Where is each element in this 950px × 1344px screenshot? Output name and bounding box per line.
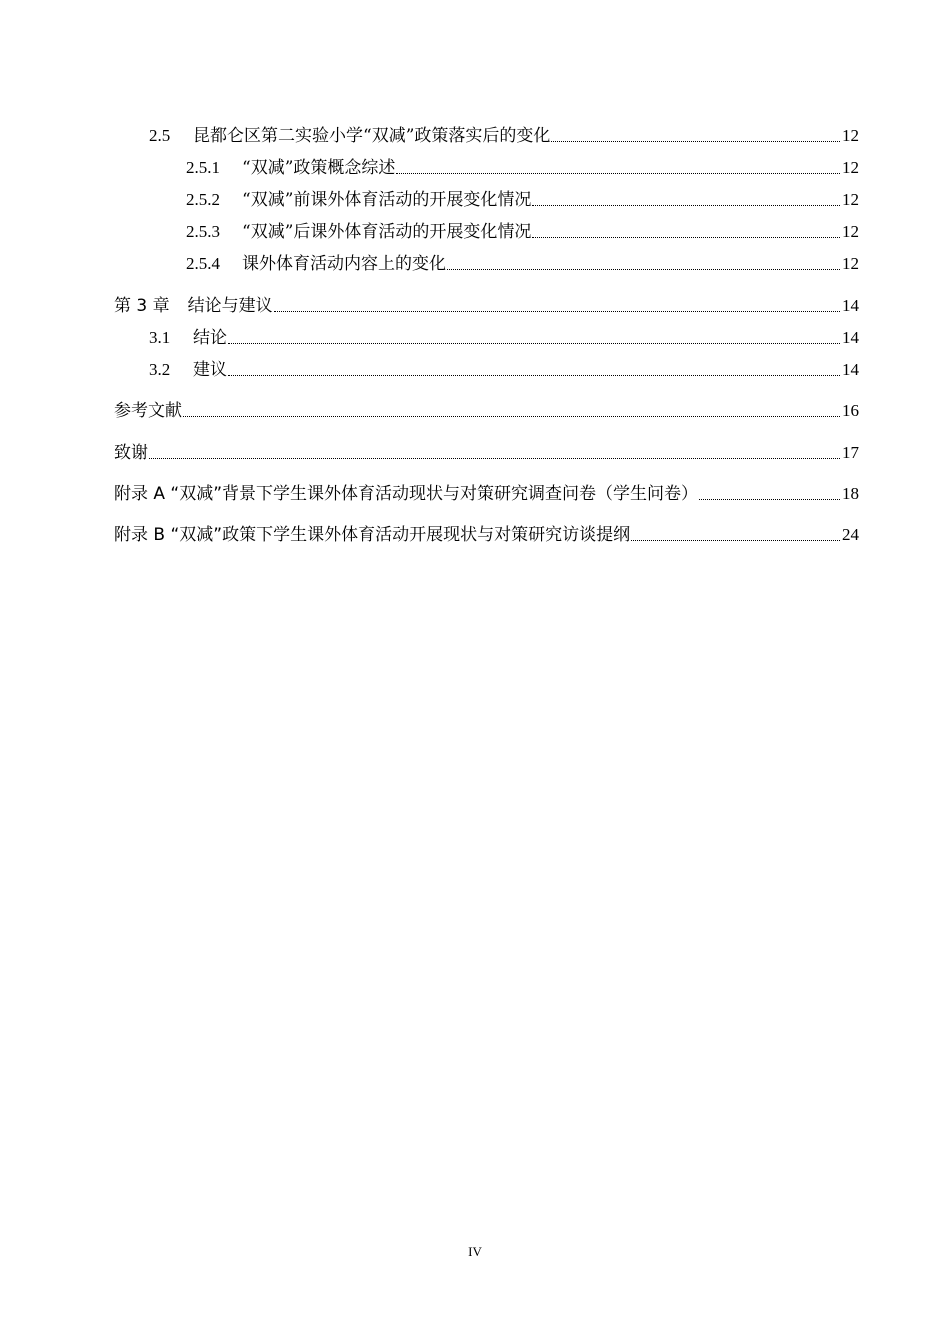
dot-leader xyxy=(396,173,840,174)
toc-entry-2-5[interactable] xyxy=(149,121,859,146)
dot-leader xyxy=(183,416,840,417)
page-number: IV xyxy=(468,1244,482,1259)
toc-entry-2-5-3[interactable] xyxy=(186,217,859,242)
toc-entry-page: 14 xyxy=(842,360,859,379)
dot-leader xyxy=(228,343,840,344)
toc-entry-page: 24 xyxy=(842,525,859,544)
toc-entry-2-5-4[interactable] xyxy=(186,249,859,274)
toc-entry-title: 附录 A “双减”背景下学生课外体育活动现状与对策研究调查问卷（学生问卷） xyxy=(114,484,699,504)
toc-entry-title: 建议 xyxy=(193,360,227,380)
toc-entry-page: 17 xyxy=(842,443,859,462)
toc-entry-title: 附录 B “双减”政策下学生课外体育活动开展现状与对策研究访谈提纲 xyxy=(114,525,631,545)
toc-entry-page: 12 xyxy=(842,254,859,273)
toc-entry-title: 参考文献 xyxy=(114,401,182,421)
toc-entry-2-5-1[interactable] xyxy=(186,153,859,178)
toc-entry-page: 14 xyxy=(842,296,859,315)
toc-entry-page: 12 xyxy=(842,190,859,209)
dot-leader xyxy=(447,269,840,270)
toc-entry-appendix-b[interactable] xyxy=(114,520,859,545)
toc-entry-3-2[interactable] xyxy=(149,355,859,380)
toc-entry-title: 昆都仑区第二实验小学“双减”政策落实后的变化 xyxy=(193,126,551,146)
dot-leader xyxy=(551,141,840,142)
toc-entry-number: 2.5.2 xyxy=(186,190,220,209)
toc-entry-2-5-2[interactable] xyxy=(186,185,859,210)
toc-entry-number: 2.5.3 xyxy=(186,222,220,241)
toc-entry-acknowledgements[interactable] xyxy=(114,438,859,463)
toc-entry-3-1[interactable] xyxy=(149,323,859,348)
dot-leader xyxy=(532,237,840,238)
toc-entry-number: 2.5 xyxy=(149,126,171,145)
toc-entry-title: 结论 xyxy=(193,328,227,348)
toc-entry-number: 第 3 章 xyxy=(114,296,170,316)
toc-entry-page: 12 xyxy=(842,222,859,241)
dot-leader xyxy=(631,540,840,541)
toc-entry-number: 3.1 xyxy=(149,328,171,347)
toc-entry-number: 3.2 xyxy=(149,360,171,379)
toc-entry-title: 致谢 xyxy=(114,443,148,463)
dot-leader xyxy=(699,499,840,500)
toc-entry-title: 课外体育活动内容上的变化 xyxy=(242,254,446,274)
dot-leader xyxy=(228,375,840,376)
toc-entry-page: 12 xyxy=(842,126,859,145)
toc-entry-title: “双减”后课外体育活动的开展变化情况 xyxy=(242,222,532,242)
toc-entry-page: 12 xyxy=(842,158,859,177)
toc-entry-page: 18 xyxy=(842,484,859,503)
toc-entry-title: “双减”前课外体育活动的开展变化情况 xyxy=(242,190,532,210)
toc-entry-appendix-a[interactable] xyxy=(114,479,859,504)
dot-leader xyxy=(149,458,840,459)
toc-entry-references[interactable] xyxy=(114,396,859,421)
toc-entry-number: 2.5.1 xyxy=(186,158,220,177)
toc-entry-number: 2.5.4 xyxy=(186,254,220,273)
toc-entry-title: 结论与建议 xyxy=(187,296,273,316)
toc-entry-page: 14 xyxy=(842,328,859,347)
dot-leader xyxy=(532,205,840,206)
toc-entry-chapter-3[interactable] xyxy=(114,291,859,316)
dot-leader xyxy=(274,311,840,312)
toc-entry-title: “双减”政策概念综述 xyxy=(242,158,396,178)
toc-entry-page: 16 xyxy=(842,401,859,420)
